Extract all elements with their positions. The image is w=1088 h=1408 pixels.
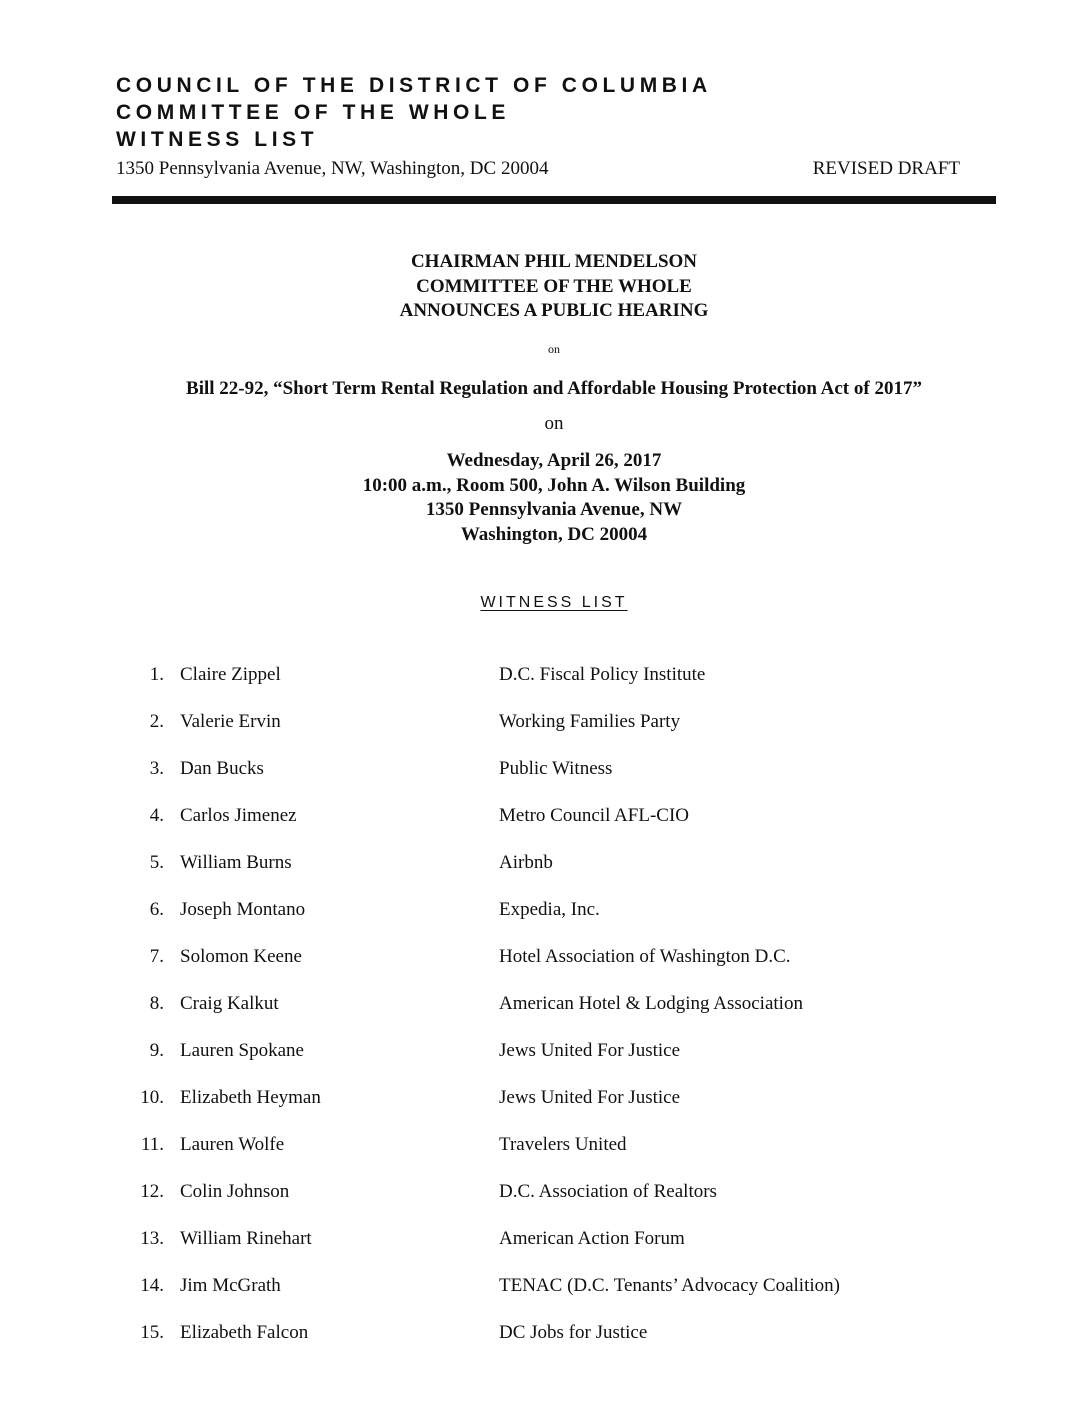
- witness-number: 4.: [149, 805, 164, 826]
- witness-organization: Airbnb: [499, 852, 553, 873]
- witness-row: [0, 758, 1088, 786]
- witness-row: [0, 1134, 1088, 1162]
- witness-organization: Hotel Association of Washington D.C.: [499, 946, 791, 967]
- witness-name: Jim McGrath: [180, 1275, 281, 1296]
- witness-organization: American Hotel & Lodging Association: [499, 993, 803, 1014]
- witness-name: Craig Kalkut: [180, 993, 279, 1014]
- witness-row: [0, 946, 1088, 974]
- witness-name: Lauren Spokane: [180, 1040, 304, 1061]
- witness-number: 15.: [140, 1322, 164, 1343]
- witness-name: Claire Zippel: [180, 664, 281, 685]
- on-connector-small: on: [548, 342, 560, 356]
- witness-row: [0, 1087, 1088, 1115]
- witness-organization: D.C. Association of Realtors: [499, 1181, 717, 1202]
- witness-row: [0, 1228, 1088, 1256]
- hearing-announcement-line: ANNOUNCES A PUBLIC HEARING: [399, 300, 709, 321]
- hearing-street: 1350 Pennsylvania Avenue, NW: [425, 499, 683, 520]
- witness-name: Carlos Jimenez: [180, 805, 297, 826]
- hearing-time-location: 10:00 a.m., Room 500, John A. Wilson Building: [362, 474, 746, 496]
- hearing-date: Wednesday, April 26, 2017: [446, 450, 662, 471]
- witness-number: 1.: [149, 664, 164, 685]
- document-type: WITNESS LIST: [116, 128, 319, 151]
- witness-name: William Burns: [180, 852, 292, 873]
- committee-name: COMMITTEE OF THE WHOLE: [116, 101, 511, 124]
- letterhead: [116, 72, 996, 153]
- witness-list-title: WITNESS LIST: [480, 594, 628, 611]
- witness-number: 5.: [149, 852, 164, 873]
- witness-organization: Expedia, Inc.: [499, 899, 600, 920]
- witness-name: Lauren Wolfe: [180, 1134, 285, 1155]
- witness-name: Solomon Keene: [180, 946, 302, 967]
- witness-organization: Jews United For Justice: [499, 1040, 681, 1061]
- witness-number: 9.: [149, 1040, 164, 1061]
- witness-number: 2.: [149, 711, 164, 732]
- witness-row: [0, 993, 1088, 1021]
- witness-row: [0, 805, 1088, 833]
- witness-number: 7.: [149, 946, 164, 967]
- hearing-city: Washington, DC 20004: [460, 523, 648, 545]
- witness-row: [0, 1181, 1088, 1209]
- witness-organization: Jews United For Justice: [499, 1087, 681, 1108]
- committee-line: COMMITTEE OF THE WHOLE: [416, 275, 692, 297]
- witness-number: 8.: [149, 993, 164, 1014]
- witness-name: Colin Johnson: [180, 1181, 290, 1202]
- witness-number: 12.: [140, 1181, 164, 1202]
- witness-row: [0, 899, 1088, 927]
- witness-number: 10.: [140, 1087, 164, 1108]
- witness-number: 3.: [149, 758, 164, 779]
- witness-number: 13.: [140, 1228, 164, 1249]
- witness-organization: Public Witness: [499, 758, 613, 779]
- on-connector: on: [544, 413, 564, 434]
- witness-row: [0, 852, 1088, 880]
- witness-name: Valerie Ervin: [180, 711, 281, 732]
- witness-number: 14.: [140, 1275, 164, 1296]
- witness-organization: DC Jobs for Justice: [499, 1322, 648, 1343]
- witness-organization: D.C. Fiscal Policy Institute: [499, 664, 706, 685]
- witness-row: [0, 711, 1088, 739]
- witness-number: 11.: [140, 1134, 164, 1155]
- draft-status: REVISED DRAFT: [812, 158, 960, 179]
- witness-name: William Rinehart: [180, 1228, 312, 1249]
- witness-number: 6.: [149, 899, 164, 920]
- witness-organization: TENAC (D.C. Tenants’ Advocacy Coalition): [499, 1275, 840, 1296]
- witness-name: Joseph Montano: [180, 899, 306, 920]
- council-address: 1350 Pennsylvania Avenue, NW, Washington, DC 20004: [116, 158, 549, 179]
- witness-row: [0, 664, 1088, 692]
- chairman-line: CHAIRMAN PHIL MENDELSON: [410, 251, 698, 272]
- address-row: [116, 158, 960, 180]
- header-divider: [112, 196, 996, 204]
- witness-list-heading: [0, 594, 1088, 612]
- witness-name: Elizabeth Heyman: [180, 1087, 321, 1108]
- witness-organization: Travelers United: [499, 1134, 627, 1155]
- witness-row: [0, 1275, 1088, 1303]
- witness-organization: Metro Council AFL-CIO: [499, 805, 689, 826]
- bill-title: Bill 22-92, “Short Term Rental Regulation and Affordable Housing Protection Act of 2017”: [186, 378, 922, 399]
- witness-name: Elizabeth Falcon: [180, 1322, 309, 1343]
- witness-organization: American Action Forum: [499, 1228, 685, 1249]
- announcement-block: [0, 250, 1088, 324]
- witness-row: [0, 1040, 1088, 1068]
- hearing-details: [0, 449, 1088, 547]
- witness-row: [0, 1322, 1088, 1350]
- council-name: COUNCIL OF THE DISTRICT OF COLUMBIA: [116, 74, 712, 97]
- witness-organization: Working Families Party: [499, 711, 681, 732]
- witness-name: Dan Bucks: [180, 758, 264, 779]
